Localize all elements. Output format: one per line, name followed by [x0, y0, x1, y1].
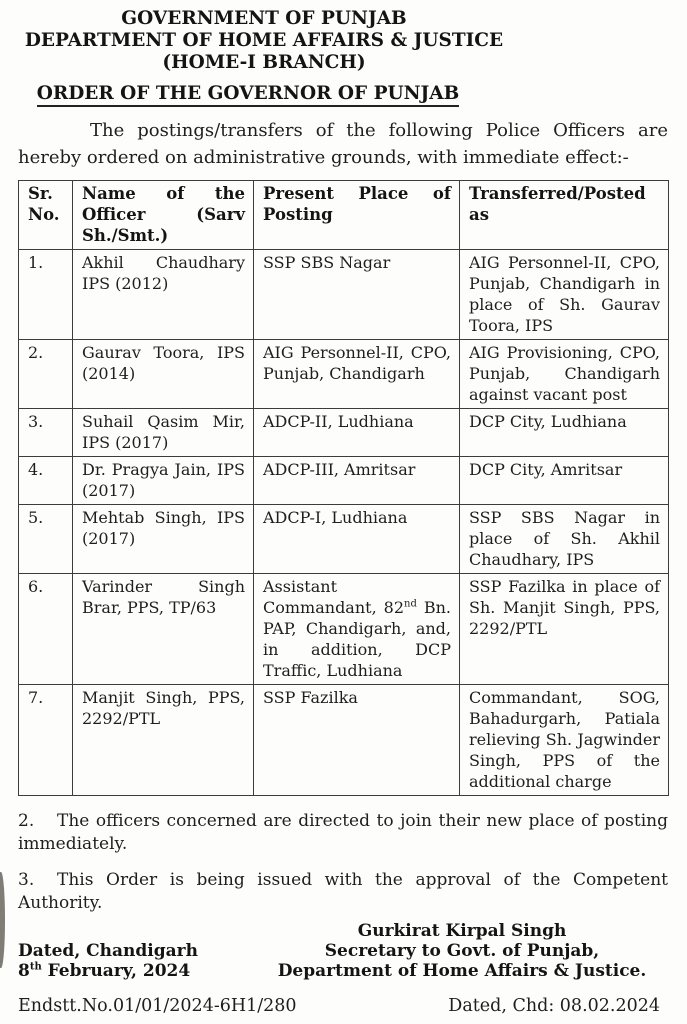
signature-block [262, 921, 662, 981]
cell-officer-name: Varinder Singh Brar, PPS, TP/63 [73, 574, 254, 685]
paragraph-text: The officers concerned are directed to join their new place of posting immediately. [18, 811, 668, 854]
dateline [18, 941, 198, 981]
date-day: 8 [18, 961, 30, 981]
cell-sr: 7. [19, 685, 73, 796]
cell-sr: 6. [19, 574, 73, 685]
cell-present-posting: AIG Personnel-II, CPO, Punjab, Chandigarh [254, 340, 460, 409]
endorsement-number: Endstt.No.01/01/2024-6H1/280 [18, 996, 297, 1016]
header-present-posting: Present Place of Posting [254, 181, 460, 250]
table-row [19, 250, 669, 340]
cell-sr: 3. [19, 409, 73, 457]
cell-transferred: DCP City, Amritsar [460, 457, 669, 505]
header-sr-no: Sr. No. [19, 181, 73, 250]
branch-title: (HOME-I BRANCH) [162, 52, 366, 73]
cell-present-posting: ADCP-I, Ludhiana [254, 505, 460, 574]
cell-officer-name: Gaurav Toora, IPS (2014) [73, 340, 254, 409]
paragraph-2 [18, 810, 668, 856]
order-title: ORDER OF THE GOVERNOR OF PUNJAB [37, 83, 460, 107]
ordinal-superscript: th [29, 961, 42, 973]
signatory-department: Department of Home Affairs & Justice. [277, 961, 647, 981]
cell-present-posting: SSP SBS Nagar [254, 250, 460, 340]
footer-date: Dated, Chd: 08.02.2024 [448, 996, 660, 1016]
cell-sr: 1. [19, 250, 73, 340]
cell-sr: 4. [19, 457, 73, 505]
cell-present-posting [254, 574, 460, 685]
document-header [18, 8, 668, 107]
cell-transferred: AIG Personnel-II, CPO, Punjab, Chandigarh in place of Sh. Gaurav Toora, IPS [460, 250, 669, 340]
government-title: GOVERNMENT OF PUNJAB [121, 8, 407, 29]
signature-row [18, 921, 668, 981]
signatory-name: Gurkirat Kirpal Singh [357, 921, 567, 941]
signatory-designation: Secretary to Govt. of Punjab, [324, 941, 600, 961]
table-row [19, 457, 669, 505]
table-row [19, 505, 669, 574]
cell-transferred: AIG Provisioning, CPO, Punjab, Chandigarh against vacant post [460, 340, 669, 409]
scan-artifact [0, 872, 5, 968]
cell-transferred: DCP City, Ludhiana [460, 409, 669, 457]
paragraph-3 [18, 869, 668, 915]
table-row [19, 574, 669, 685]
footer-row [18, 996, 668, 1016]
table-header-row [19, 181, 669, 250]
paragraph-number: 3. [18, 870, 35, 890]
header-officer-name: Name of the Officer (Sarv Sh./Smt.) [73, 181, 254, 250]
cell-present-posting: ADCP-III, Amritsar [254, 457, 460, 505]
cell-officer-name: Dr. Pragya Jain, IPS (2017) [73, 457, 254, 505]
cell-officer-name: Mehtab Singh, IPS (2017) [73, 505, 254, 574]
cell-transferred: Commandant, SOG, Bahadurgarh, Patiala relieving Sh. Jagwinder Singh, PPS of the additional charge [460, 685, 669, 796]
dateline-date [18, 961, 198, 981]
cell-present-posting: ADCP-II, Ludhiana [254, 409, 460, 457]
date-rest: February, 2024 [41, 961, 191, 981]
department-title: DEPARTMENT OF HOME AFFAIRS & JUSTICE [24, 30, 504, 51]
cell-officer-name: Akhil Chaudhary IPS (2012) [73, 250, 254, 340]
posting-text-pre: Assistant Commandant, 82 [263, 577, 405, 617]
table-row [19, 685, 669, 796]
cell-present-posting: SSP Fazilka [254, 685, 460, 796]
cell-officer-name: Suhail Qasim Mir, IPS (2017) [73, 409, 254, 457]
postings-table [18, 180, 669, 796]
ordinal-superscript: nd [404, 598, 417, 610]
table-row [19, 340, 669, 409]
cell-transferred: SSP SBS Nagar in place of Sh. Akhil Chaudhary, IPS [460, 505, 669, 574]
header-transferred-posted: Transferred/Posted as [460, 181, 669, 250]
dateline-place: Dated, Chandigarh [18, 941, 198, 961]
cell-sr: 5. [19, 505, 73, 574]
order-title-wrap [18, 83, 478, 107]
letterhead [18, 8, 510, 74]
cell-transferred: SSP Fazilka in place of Sh. Manjit Singh, PPS, 2292/PTL [460, 574, 669, 685]
paragraph-number: 2. [18, 811, 35, 831]
cell-officer-name: Manjit Singh, PPS, 2292/PTL [73, 685, 254, 796]
cell-sr: 2. [19, 340, 73, 409]
intro-paragraph: The postings/transfers of the following Police Officers are hereby ordered on administrative grounds, with immediate effect:- [18, 120, 668, 168]
paragraph-text: This Order is being issued with the approval of the Competent Authority. [18, 870, 668, 913]
table-row [19, 409, 669, 457]
posting-text-post: Bn. PAP, Chandigarh, and, in addition, DCP Traffic, Ludhiana [263, 598, 451, 680]
